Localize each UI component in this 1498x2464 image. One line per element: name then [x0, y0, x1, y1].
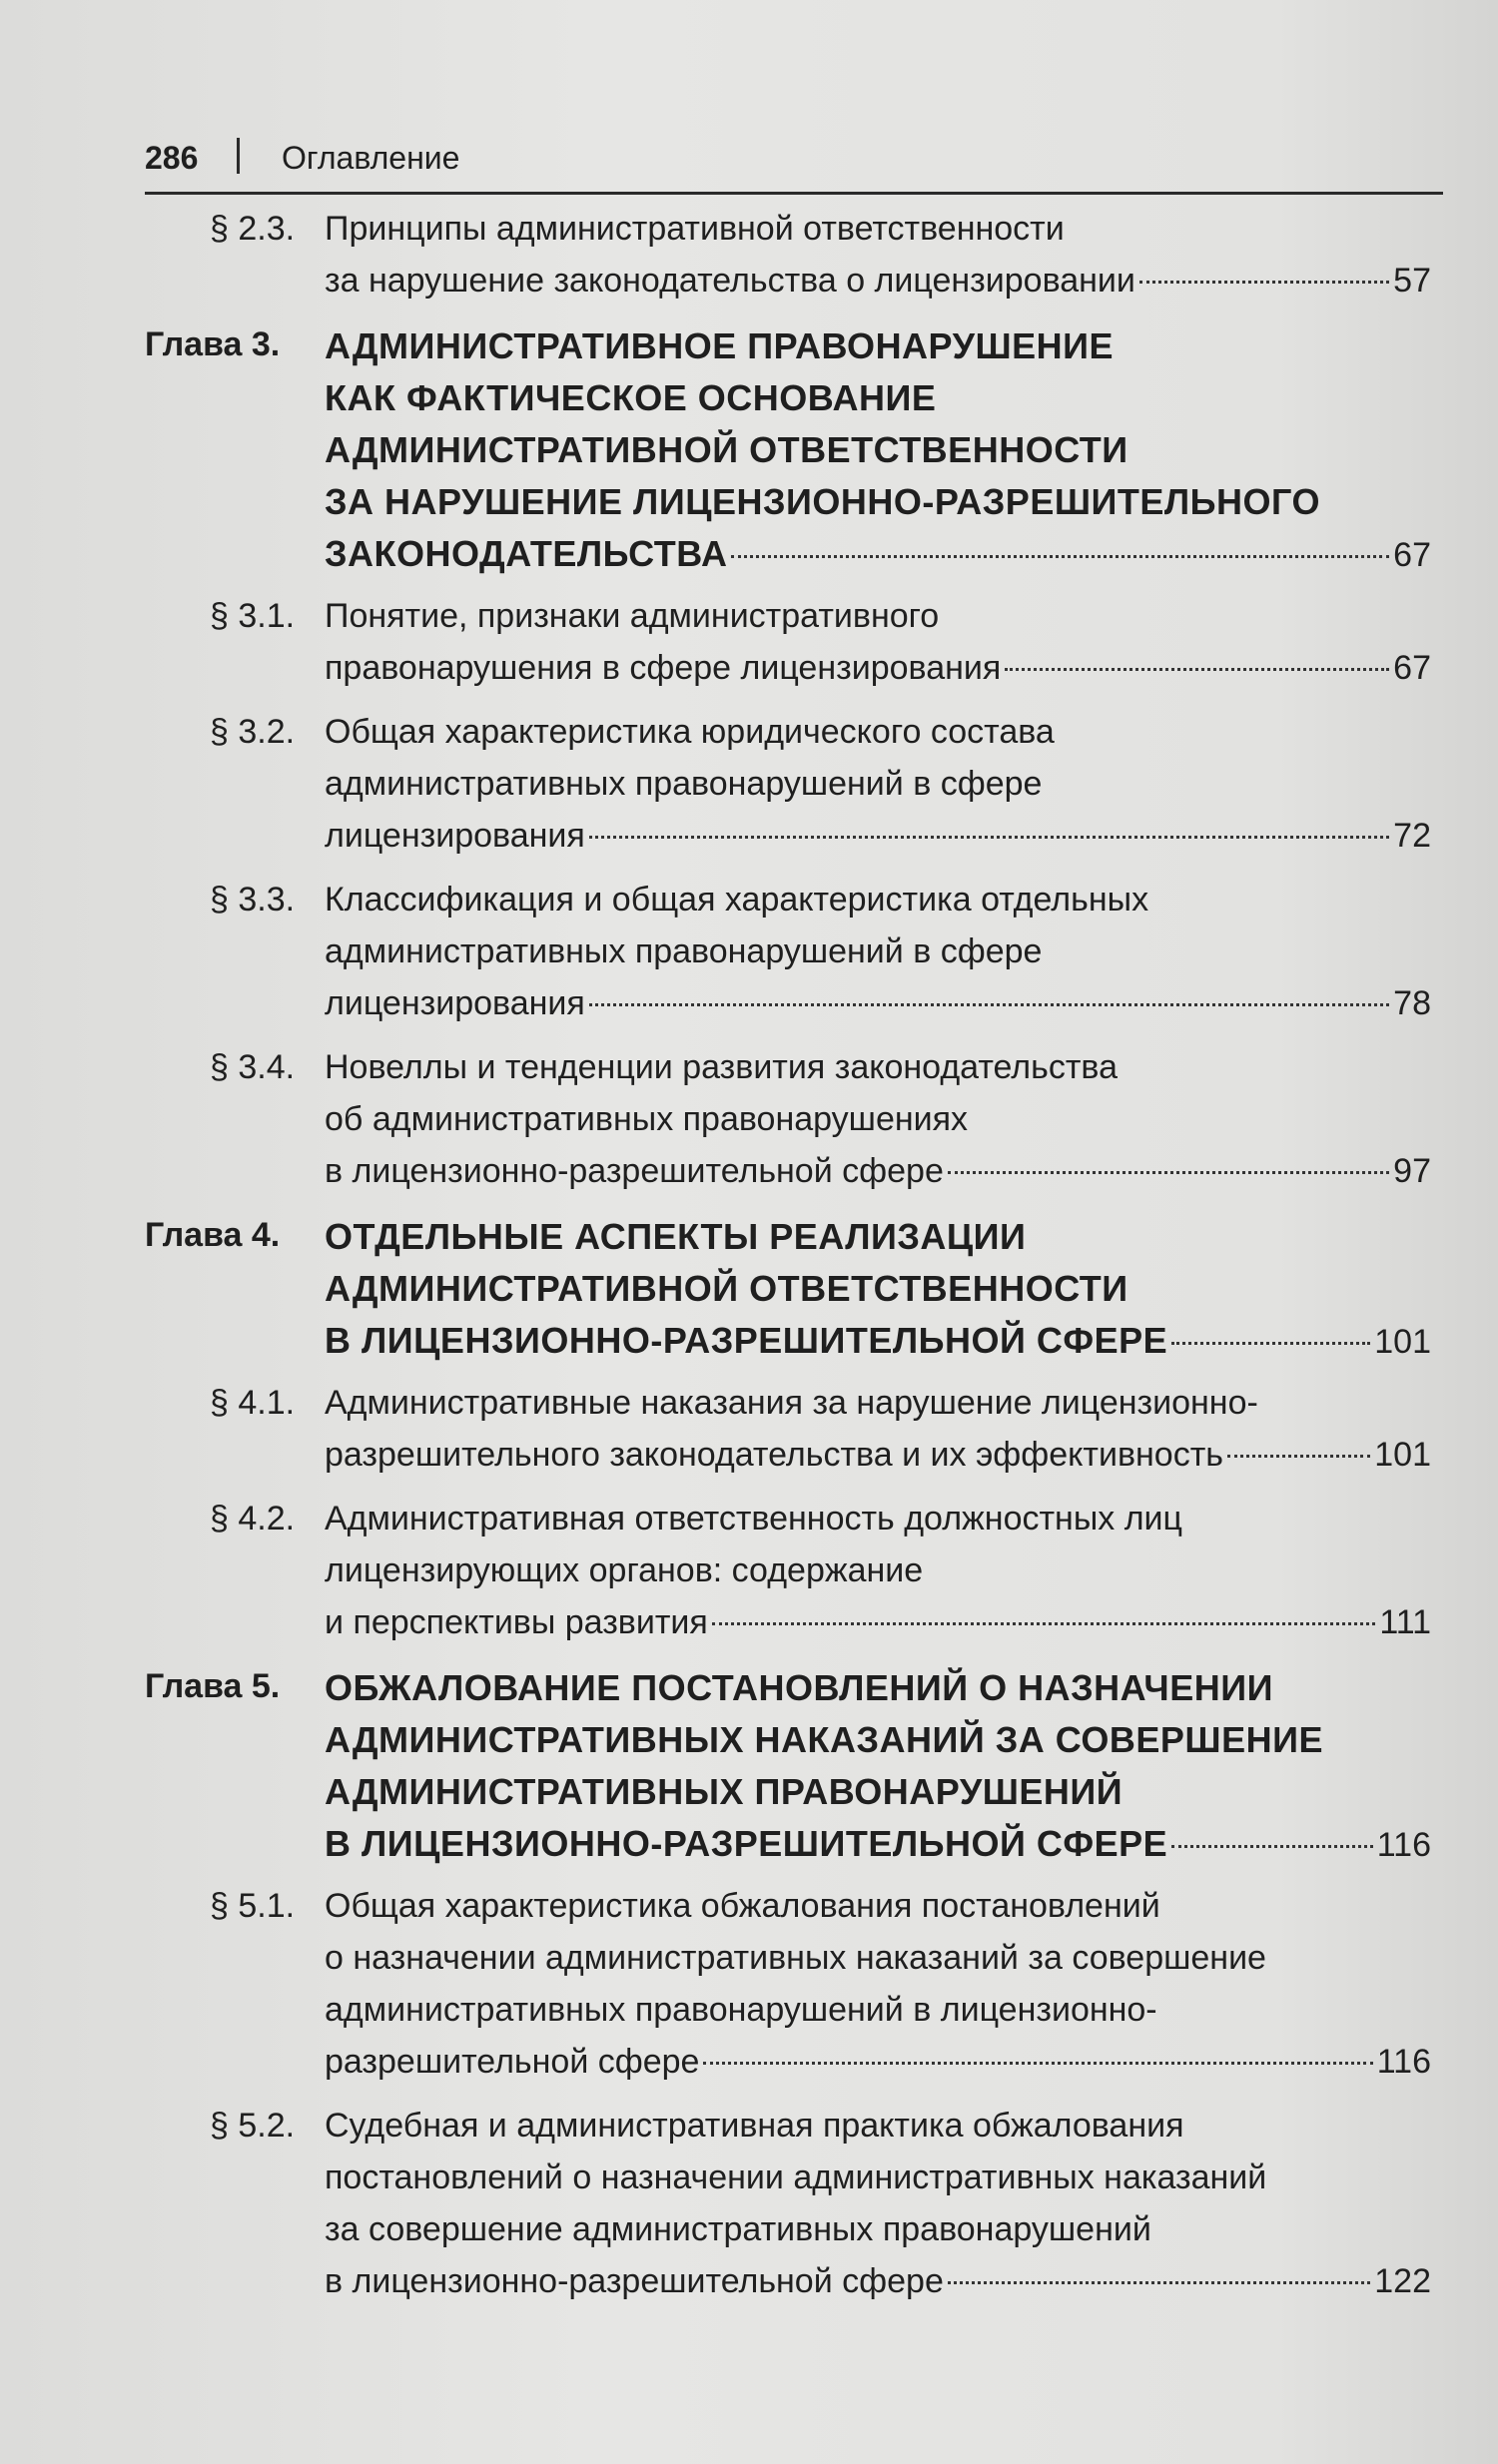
toc-title-line: о назначении административных наказаний за совершение: [325, 1939, 1266, 1977]
toc-title-line: правонарушения в сфере лицензирования: [325, 649, 1002, 687]
toc-title-line: разрешительного законодательства и их эффективность: [325, 1436, 1224, 1474]
toc-label: § 3.3.: [210, 881, 296, 919]
toc-label: § 3.1.: [210, 597, 296, 635]
toc-label: § 5.2.: [210, 2107, 296, 2145]
toc-title-line: ЗАКОНОДАТЕЛЬСТВА: [325, 533, 728, 574]
toc-title-line: Общая характеристика обжалования постановлений: [325, 1887, 1160, 1925]
toc-title-line: АДМИНИСТРАТИВНОЕ ПРАВОНАРУШЕНИЕ: [325, 325, 1115, 366]
dot-leader: [1171, 1342, 1370, 1345]
toc-title-line: В ЛИЦЕНЗИОННО-РАЗРЕШИТЕЛЬНОЙ СФЕРЕ: [325, 1320, 1168, 1361]
header-divider: [237, 138, 240, 174]
toc-title-line: разрешительной сфере: [325, 2043, 700, 2081]
toc-page-number: 78: [1393, 984, 1431, 1022]
toc-page-number: 116: [1376, 1826, 1431, 1864]
dot-leader: [1171, 1845, 1373, 1848]
running-title: Оглавление: [282, 140, 460, 176]
toc-title-line: об административных правонарушениях: [325, 1100, 969, 1138]
toc-title-line: лицензирующих органов: содержание: [325, 1551, 924, 1589]
toc-title-line: АДМИНИСТРАТИВНЫХ ПРАВОНАРУШЕНИЙ: [325, 1771, 1124, 1812]
toc-label: Глава 3.: [145, 325, 281, 363]
toc-title-line: КАК ФАКТИЧЕСКОЕ ОСНОВАНИЕ: [325, 377, 937, 418]
toc-page-number: 67: [1393, 536, 1431, 574]
toc-title-line: АДМИНИСТРАТИВНЫХ НАКАЗАНИЙ ЗА СОВЕРШЕНИЕ: [325, 1719, 1323, 1760]
toc-title-line: Административные наказания за нарушение лицензионно-: [325, 1384, 1258, 1422]
dot-leader: [703, 2062, 1372, 2065]
toc-title-line: АДМИНИСТРАТИВНОЙ ОТВЕТСТВЕННОСТИ: [325, 1268, 1128, 1309]
toc-title-line: В ЛИЦЕНЗИОННО-РАЗРЕШИТЕЛЬНОЙ СФЕРЕ: [325, 1823, 1168, 1864]
running-header: [145, 128, 1443, 195]
toc-page-number: 97: [1393, 1152, 1431, 1190]
dot-leader: [948, 2281, 1370, 2284]
toc-page-number: 57: [1393, 262, 1431, 300]
page-number: 286: [145, 140, 199, 176]
toc-label: § 5.1.: [210, 1887, 296, 1925]
toc-page-number: 101: [1374, 1323, 1431, 1361]
toc-title-line: в лицензионно-разрешительной сфере: [325, 1152, 944, 1190]
toc-title-line: АДМИНИСТРАТИВНОЙ ОТВЕТСТВЕННОСТИ: [325, 429, 1128, 470]
toc-page-number: 122: [1374, 2262, 1431, 2300]
dot-leader: [731, 555, 1389, 558]
toc-label: § 4.1.: [210, 1384, 296, 1422]
toc-title-line: и перспективы развития: [325, 1603, 708, 1641]
toc-title-line: лицензирования: [325, 984, 585, 1022]
toc-title-line: Принципы административной ответственности: [325, 210, 1065, 248]
toc-title-line: Классификация и общая характеристика отдельных: [325, 881, 1149, 919]
toc-title-line: в лицензионно-разрешительной сфере: [325, 2262, 944, 2300]
toc-label: § 3.2.: [210, 713, 296, 751]
toc-label: § 3.4.: [210, 1048, 296, 1086]
toc-page-number: 116: [1376, 2043, 1431, 2081]
dot-leader: [1005, 668, 1389, 671]
toc-title-line: Новеллы и тенденции развития законодательства: [325, 1048, 1119, 1086]
toc-title-line: за совершение административных правонарушений: [325, 2210, 1151, 2248]
dot-leader: [712, 1622, 1376, 1625]
dot-leader: [1139, 281, 1389, 284]
toc-label: § 4.2.: [210, 1500, 296, 1538]
toc-title-line: административных правонарушений в сфере: [325, 932, 1043, 970]
toc-title-line: постановлений о назначении административных наказаний: [325, 2158, 1267, 2196]
toc-label: § 2.3.: [210, 210, 296, 248]
toc-title-line: ОБЖАЛОВАНИЕ ПОСТАНОВЛЕНИЙ О НАЗНАЧЕНИИ: [325, 1667, 1273, 1708]
toc-page-number: 72: [1393, 817, 1431, 855]
toc-page-number: 67: [1393, 649, 1431, 687]
toc-title-line: Общая характеристика юридического состава: [325, 713, 1055, 751]
toc-title-line: Административная ответственность должностных лиц: [325, 1500, 1183, 1538]
dot-leader: [1227, 1455, 1370, 1458]
toc-label: Глава 5.: [145, 1667, 281, 1705]
toc-title-line: Судебная и административная практика обжалования: [325, 2107, 1184, 2145]
toc-title-line: за нарушение законодательства о лицензировании: [325, 262, 1135, 300]
toc-title-line: Понятие, признаки административного: [325, 597, 940, 635]
dot-leader: [589, 1003, 1389, 1006]
toc-page-number: 101: [1374, 1436, 1431, 1474]
toc-title-line: административных правонарушений в лицензионно-: [325, 1991, 1157, 2029]
dot-leader: [589, 836, 1389, 839]
toc-page-number: 111: [1379, 1603, 1431, 1641]
toc-label: Глава 4.: [145, 1216, 281, 1254]
dot-leader: [948, 1171, 1389, 1174]
toc-title-line: лицензирования: [325, 817, 585, 855]
toc-title-line: ЗА НАРУШЕНИЕ ЛИЦЕНЗИОННО-РАЗРЕШИТЕЛЬНОГО: [325, 481, 1320, 522]
toc-title-line: ОТДЕЛЬНЫЕ АСПЕКТЫ РЕАЛИЗАЦИИ: [325, 1216, 1027, 1257]
toc-title-line: административных правонарушений в сфере: [325, 765, 1043, 803]
